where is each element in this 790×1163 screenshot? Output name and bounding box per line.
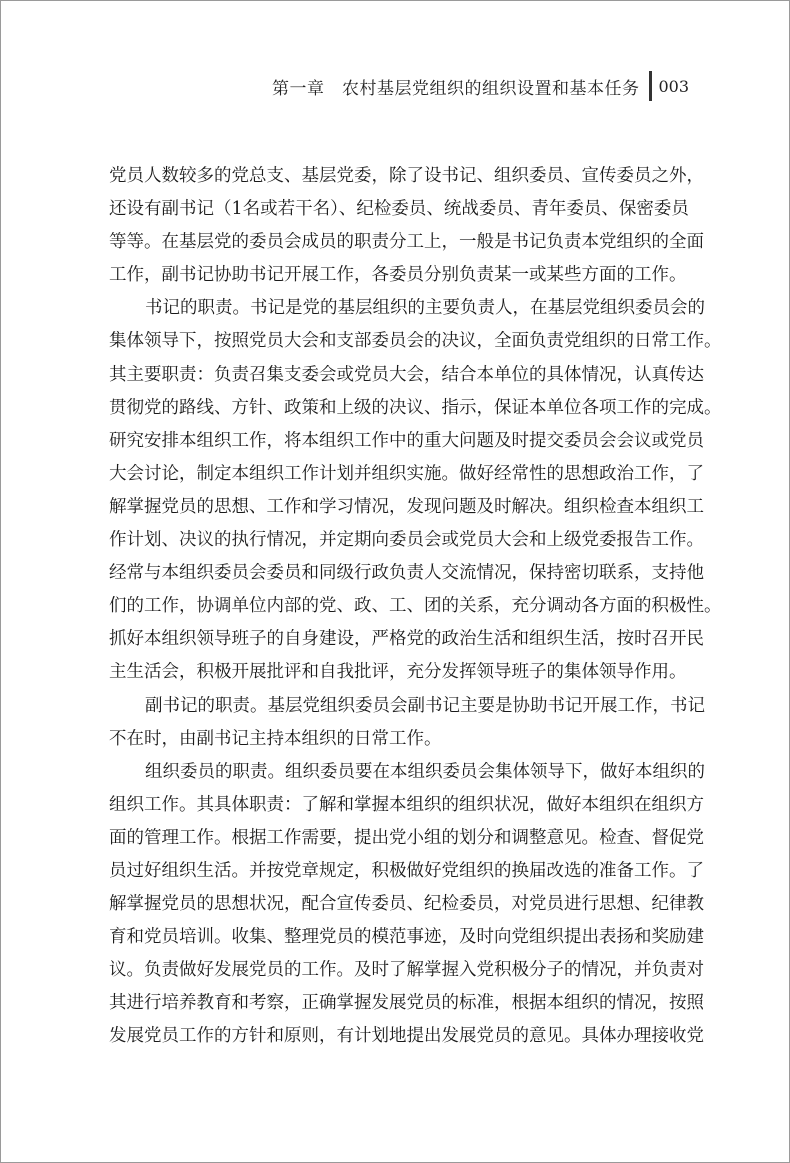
text-line: 作计划、决议的执行情况，并定期向委员会或党员大会和上级党委报告工作。	[109, 530, 704, 551]
text-line: 工作，副书记协助书记开展工作，各委员分别负责某一或某些方面的工作。	[109, 265, 687, 286]
text-line: 解掌握党员的思想、工作和学习情况，发现问题及时解决。组织检查本组织工	[109, 496, 704, 517]
text-line: 还设有副书记（1名或若干名）、纪检委员、统战委员、青年委员、保密委员	[109, 199, 689, 220]
text-line: 员过好组织生活。并按党章规定，积极做好党组织的换届改选的准备工作。了	[109, 860, 704, 881]
text-line: 研究安排本组织工作，将本组织工作中的重大问题及时提交委员会会议或党员	[109, 430, 704, 451]
text-line: 大会讨论，制定本组织工作计划并组织实施。做好经常性的思想政治工作，了	[109, 463, 704, 484]
text-line: 不在时，由副书记主持本组织的日常工作。	[109, 728, 442, 749]
text-line: 育和党员培训。收集、整理党员的模范事迹，及时向党组织提出表扬和奖励建	[109, 927, 704, 948]
text-line: 组织委员的职责。组织委员要在本组织委员会集体领导下，做好本组织的	[145, 761, 705, 782]
text-line: 面的管理工作。根据工作需要，提出党小组的划分和调整意见。检查、督促党	[109, 827, 704, 848]
text-line: 副书记的职责。基层党组织委员会副书记主要是协助书记开展工作，书记	[145, 695, 705, 716]
page-number: 003	[658, 76, 689, 96]
text-line: 主生活会，积极开展批评和自我批评，充分发挥领导班子的集体领导作用。	[109, 662, 687, 683]
running-header	[272, 71, 689, 101]
text-line: 议。负责做好发展党员的工作。及时了解掌握入党积极分子的情况，并负责对	[109, 960, 704, 981]
text-line: 等等。在基层党的委员会成员的职责分工上，一般是书记负责本党组织的全面	[109, 232, 704, 253]
chapter-title: 第一章 农村基层党组织的组织设置和基本任务	[271, 78, 640, 99]
text-line: 党员人数较多的党总支、基层党委，除了设书记、组织委员、宣传委员之外，	[109, 166, 704, 186]
text-line: 经常与本组织委员会委员和同级行政负责人交流情况，保持密切联系，支持他	[109, 563, 704, 584]
text-line: 其进行培养教育和考察，正确掌握发展党员的标准，根据本组织的情况，按照	[109, 993, 704, 1014]
text-line: 抓好本组织领导班子的自身建设，严格党的政治生活和组织生活，按时召开民	[109, 629, 704, 650]
body-text	[109, 160, 722, 1054]
text-line: 贯彻党的路线、方针、政策和上级的决议、指示，保证本单位各项工作的完成。	[109, 397, 722, 418]
text-line: 们的工作，协调单位内部的党、政、工、团的关系，充分调动各方面的积极性。	[109, 596, 722, 617]
text-line: 发展党员工作的方针和原则，有计划地提出发展党员的意见。具体办理接收党	[109, 1026, 704, 1047]
header-divider	[649, 71, 652, 101]
text-line: 解掌握党员的思想状况，配合宣传委员、纪检委员，对党员进行思想、纪律教	[109, 894, 704, 915]
text-line: 组织工作。其具体职责：了解和掌握本组织的组织状况，做好本组织在组织方	[109, 794, 704, 815]
text-line: 书记的职责。书记是党的基层组织的主要负责人，在基层党组织委员会的	[145, 298, 705, 319]
text-line: 其主要职责：负责召集支委会或党员大会，结合本单位的具体情况，认真传达	[109, 364, 704, 385]
text-line: 集体领导下，按照党员大会和支部委员会的决议，全面负责党组织的日常工作。	[109, 331, 722, 352]
